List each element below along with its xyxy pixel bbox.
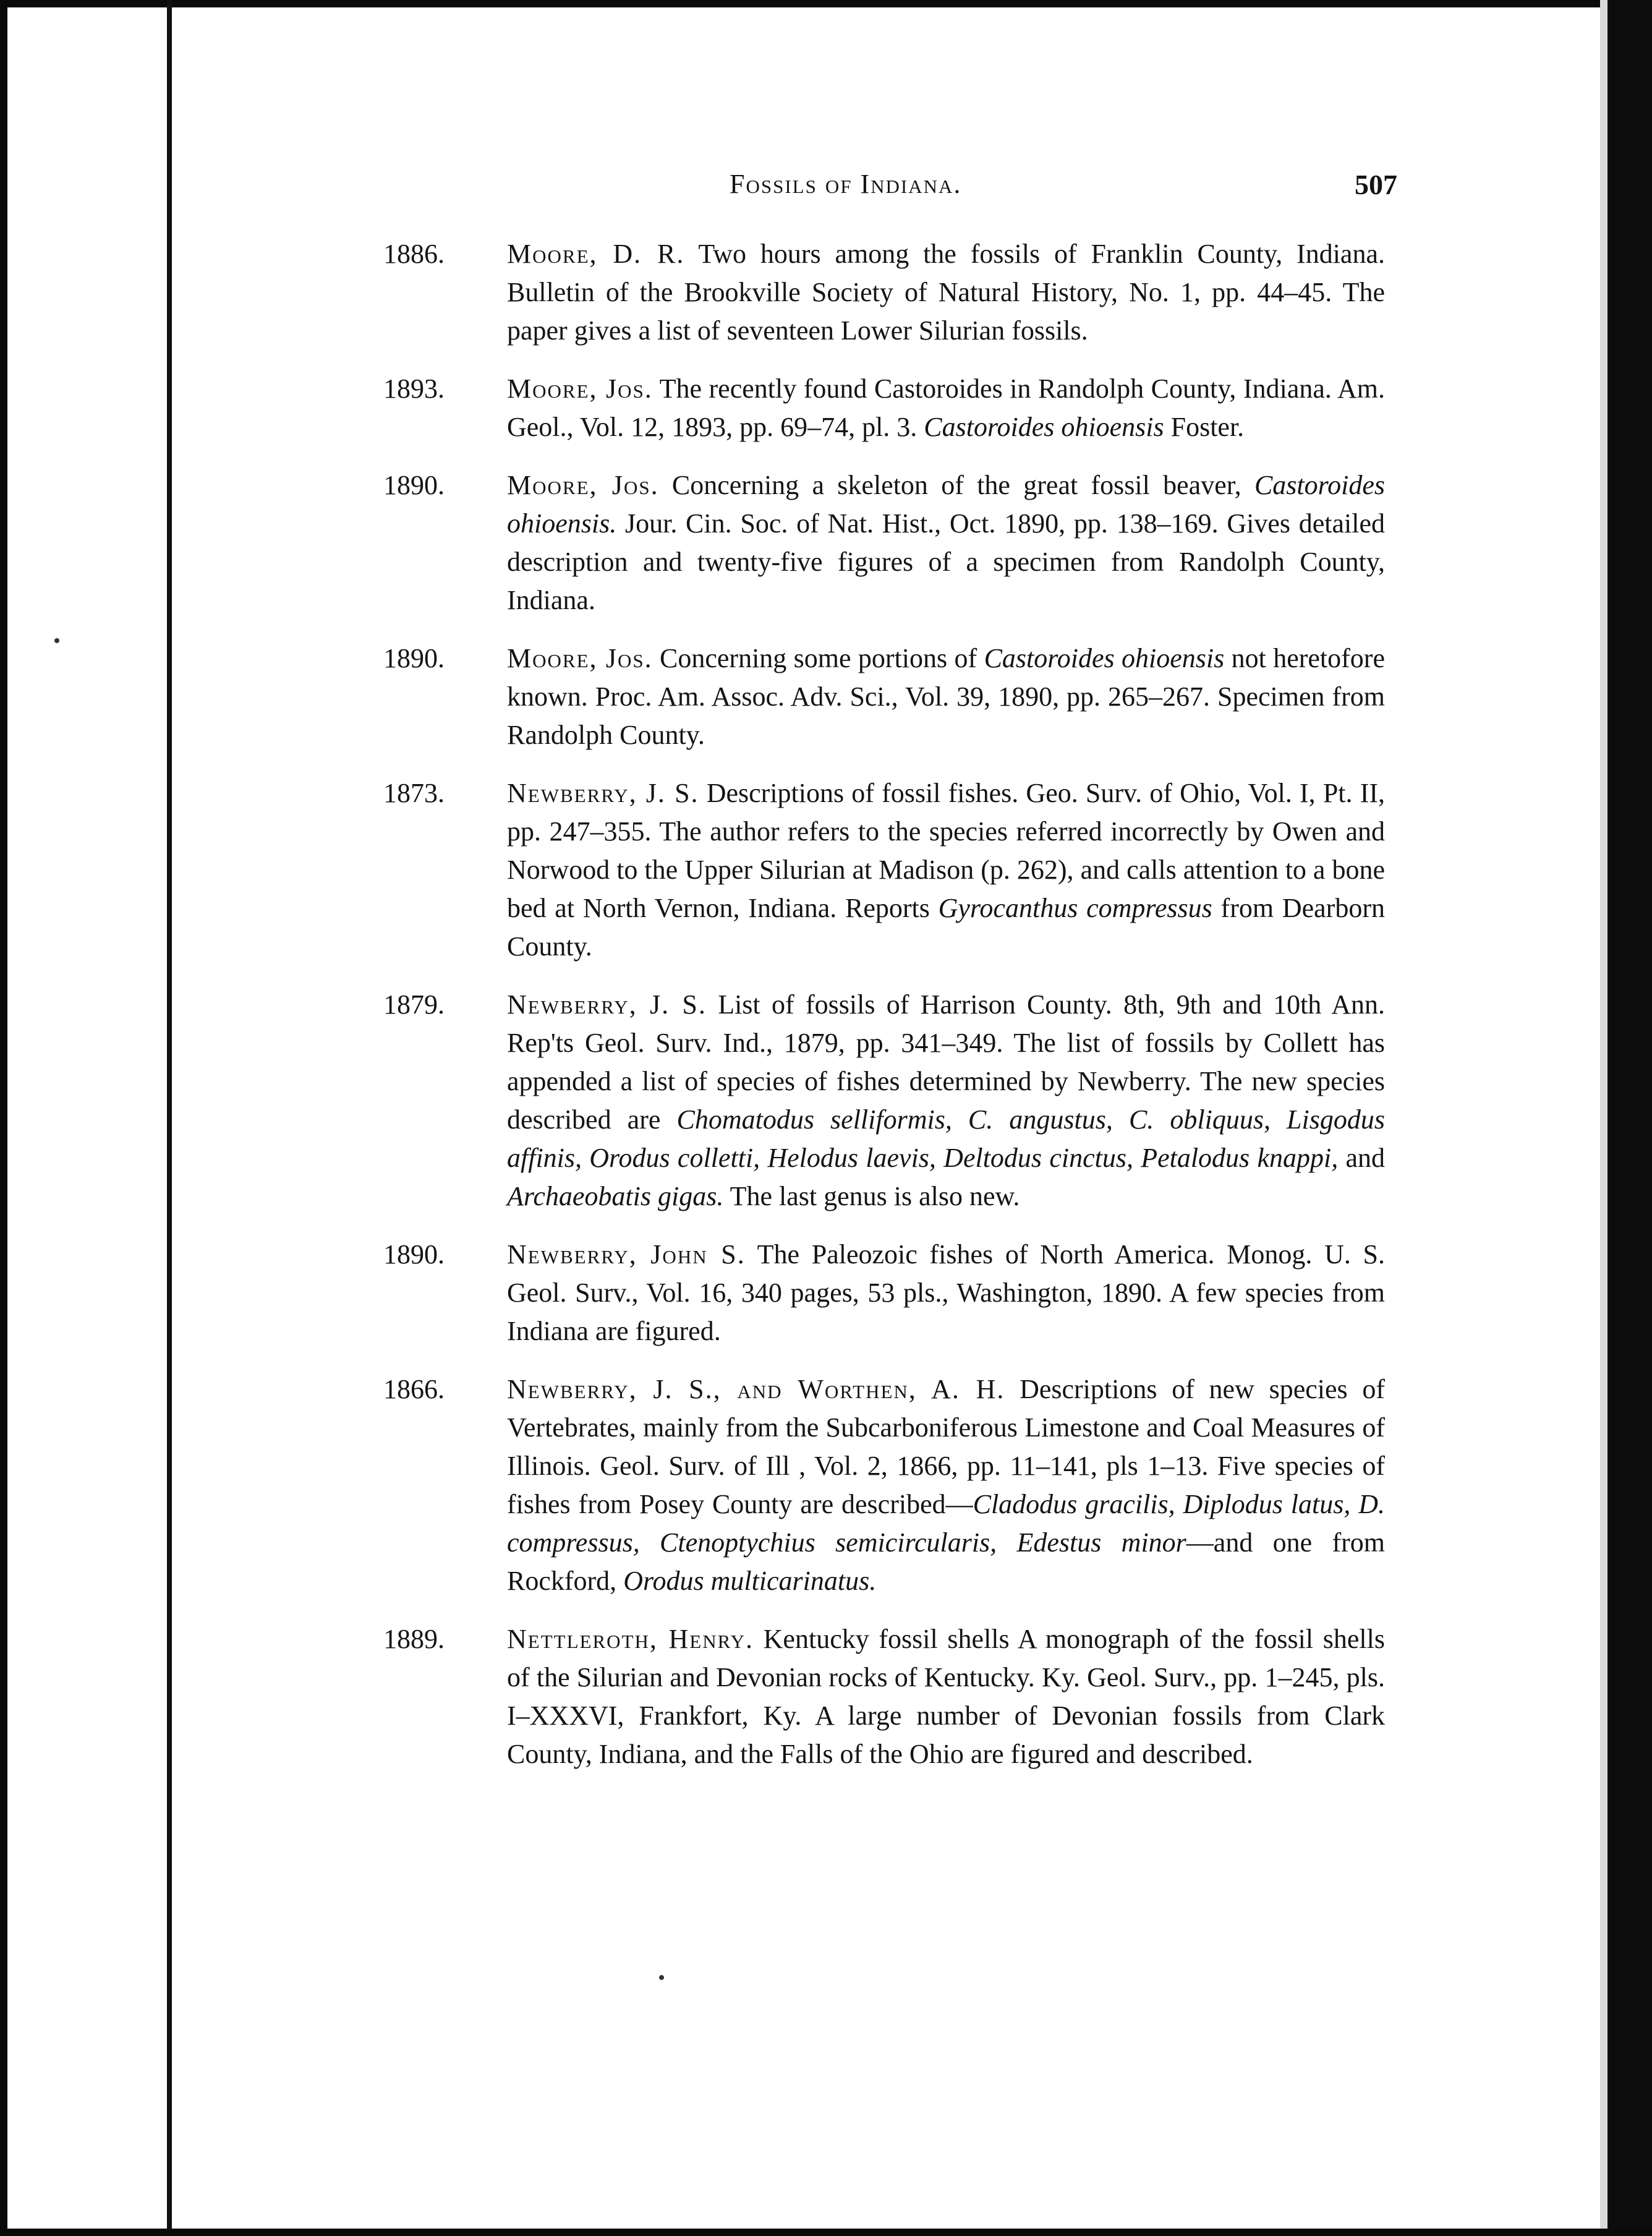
entry-year: 1873. <box>383 778 445 808</box>
scan-speck <box>659 1975 664 1980</box>
entry-year: 1886. <box>383 239 445 269</box>
entry-text: The last genus is also new. <box>723 1181 1020 1211</box>
entry-year: 1879. <box>383 989 445 1020</box>
species-name: Chomatodus selliformis, C. angustus, C. obliquus, Lisgodus affinis, Orodus colletti, Helodus laevis, Deltodus cinctus, Petalodus knappi, <box>507 1104 1385 1173</box>
entry-text: Foster. <box>1164 412 1245 442</box>
entry-author: Moore, Jos. <box>507 373 653 404</box>
page-number: 507 <box>1355 169 1397 200</box>
entry-text: not heretofore known. Proc. Am. Assoc. Adv. Sci., Vol. 39, 1890, pp. 265–267. Specimen from Randolph County. <box>507 643 1385 750</box>
page-edge-shadow <box>1600 0 1607 2236</box>
entry-author: Moore, Jos. <box>507 643 653 673</box>
entry-year: 1890. <box>383 643 445 673</box>
bibliography-list <box>371 235 1385 1793</box>
entry-author: Newberry, J. S., and Worthen, A. H. <box>507 1374 1005 1404</box>
page-header <box>730 168 1397 205</box>
species-name: Archaeobatis gigas. <box>507 1181 724 1211</box>
bibliography-entry <box>371 986 1385 1216</box>
entry-year: 1889. <box>383 1624 445 1654</box>
entry-text: and <box>1338 1143 1385 1173</box>
entry-author: Newberry, John S. <box>507 1239 746 1269</box>
scan-speck <box>54 638 59 643</box>
entry-text: —and one from Rockford, <box>507 1527 1386 1596</box>
entry-text: from Dearborn County. <box>507 893 1385 962</box>
entry-text: Kentucky fossil shells A monograph of the fossil shells of the Silurian and Devonian rocks of Kentucky. Ky. Geol. Surv., pp. 1–245, pls. I–XXXVI, Frankfort, Ky. A large number of Devonian fossils from Clark County, Indiana, and the Falls of the Ohio are figured and described. <box>507 1624 1386 1769</box>
scan-border-right <box>1607 0 1652 2236</box>
bibliography-entry <box>371 466 1385 620</box>
entry-author: Nettleroth, Henry. <box>507 1624 754 1654</box>
entry-author: Moore, D. R. <box>507 239 685 269</box>
entry-year: 1866. <box>383 1374 445 1404</box>
entry-year: 1890. <box>383 1239 445 1269</box>
scan-border-top <box>0 0 1652 7</box>
species-name: Castoroides ohioensis. <box>507 470 1385 539</box>
entry-year: 1890. <box>383 470 445 500</box>
species-name: Gyrocanthus compressus <box>938 893 1212 923</box>
entry-author: Newberry, J. S. <box>507 778 699 808</box>
entry-text: Concerning some portions of <box>652 643 984 673</box>
bibliography-entry <box>371 235 1385 350</box>
bibliography-entry <box>371 774 1385 966</box>
binding-line <box>167 0 172 2236</box>
species-name: Castoroides ohioensis <box>924 412 1164 442</box>
running-head: Fossils of Indiana. <box>730 169 962 199</box>
entry-text: Descriptions of new species of Vertebrates, mainly from the Subcarboniferous Limestone and Coal Measures of Illinois. Geol. Surv. of Ill , Vol. 2, 1866, pp. 11–141, pls 1–13. Five species of fishes from Posey County are described— <box>507 1374 1385 1519</box>
bibliography-entry <box>371 1620 1385 1773</box>
entry-text: The recently found Castoroides in Randolph County, Indiana. Am. Geol., Vol. 12, 1893, pp. 69–74, pl. 3. <box>507 373 1385 442</box>
scan-border-bottom <box>0 2229 1652 2236</box>
bibliography-entry <box>371 1370 1385 1600</box>
bibliography-entry <box>371 639 1385 754</box>
bibliography-entry <box>371 1235 1385 1351</box>
species-name: Cladodus gracilis, Diplodus latus, D. compressus, Ctenoptychius semicircularis, Edestus minor <box>507 1489 1385 1558</box>
entry-author: Moore, Jos. <box>507 470 659 500</box>
entry-text: The Paleozoic fishes of North America. Monog. U. S. Geol. Surv., Vol. 16, 340 pages, 53 pls., Washington, 1890. A few species from Indiana are figured. <box>507 1239 1386 1346</box>
entry-text: Concerning a skeleton of the great fossil beaver, <box>658 470 1254 500</box>
entry-text: Jour. Cin. Soc. of Nat. Hist., Oct. 1890, pp. 138–169. Gives detailed description and twenty-five figures of a specimen from Randolph County, Indiana. <box>507 508 1385 615</box>
entry-author: Newberry, J. S. <box>507 989 707 1020</box>
entry-text: Descriptions of fossil fishes. Geo. Surv. of Ohio, Vol. I, Pt. II, pp. 247–355. The author refers to the species referred incorrectly by Owen and Norwood to the Upper Silurian at Madison (p. 262), and calls attention to a bone bed at North Vernon, Indiana. Reports <box>507 778 1385 923</box>
species-name: Castoroides ohioensis <box>984 643 1225 673</box>
entry-text: Two hours among the fossils of Franklin County, Indiana. Bulletin of the Brookville Society of Natural History, No. 1, pp. 44–45. The paper gives a list of seventeen Lower Silurian fossils. <box>507 239 1385 346</box>
entry-text: List of fossils of Harrison County. 8th, 9th and 10th Ann. Rep'ts Geol. Surv. Ind., 1879, pp. 341–349. The list of fossils by Collett has appended a list of species of fishes determined by Newberry. The new species described are <box>507 989 1385 1135</box>
entry-year: 1893. <box>383 373 445 404</box>
species-name: Orodus multicarinatus. <box>623 1566 877 1596</box>
bibliography-entry <box>371 370 1385 446</box>
scan-border-left <box>0 0 7 2236</box>
